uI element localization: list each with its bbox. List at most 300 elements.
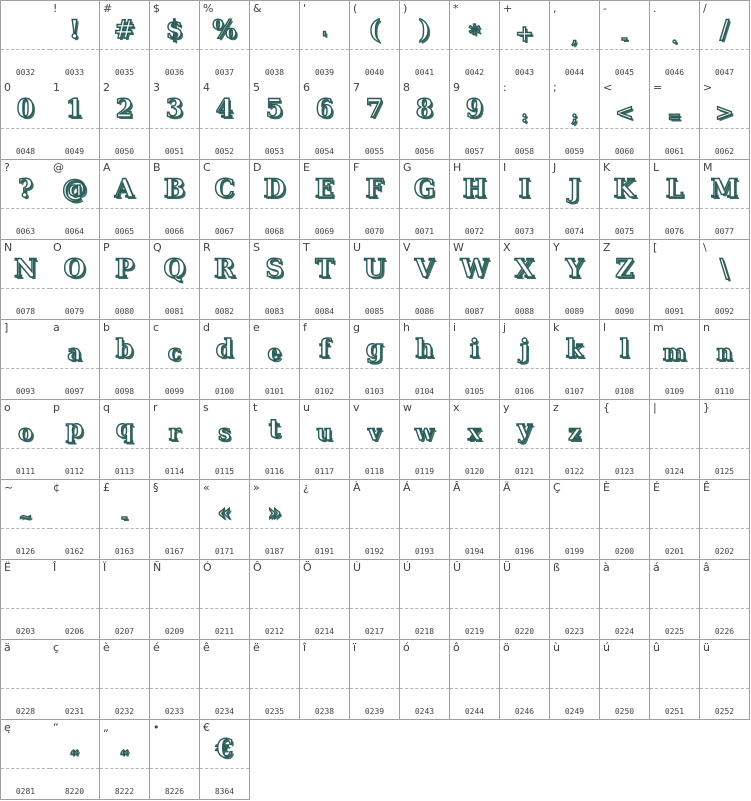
glyph-character-label: î (303, 641, 307, 654)
baseline-rule (450, 608, 499, 609)
glyph-preview: 3 (165, 94, 184, 123)
glyph-character-label: “ (53, 721, 59, 734)
baseline-rule (650, 368, 699, 369)
glyph-code: 0238 (314, 707, 335, 716)
glyph-cell (550, 320, 600, 400)
glyph-cell (700, 320, 750, 400)
glyph-code: 0078 (15, 307, 36, 316)
baseline-rule (600, 368, 649, 369)
glyph-cell (350, 640, 400, 720)
glyph-code: 0234 (214, 707, 235, 716)
glyph-cell (550, 640, 600, 720)
glyph-code: 0042 (464, 68, 485, 77)
glyph-cell (50, 640, 100, 720)
glyph-character-label: k (553, 321, 560, 334)
glyph-preview: 5 (265, 94, 284, 123)
glyph-character-label: ù (553, 641, 560, 654)
glyph-cell (400, 480, 450, 560)
baseline-rule (400, 528, 449, 529)
glyph-preview: Y (565, 254, 584, 283)
glyph-preview: “ (69, 747, 80, 766)
glyph-character-label: é (153, 641, 160, 654)
glyph-character-label: l (603, 321, 607, 334)
glyph-character-label: v (353, 401, 360, 414)
baseline-rule (550, 208, 599, 209)
glyph-character-label: ä (4, 641, 11, 654)
glyph-character-label: Â (453, 481, 461, 494)
glyph-cell (450, 640, 500, 720)
glyph-code: 0228 (15, 707, 36, 716)
glyph-preview: 4 (215, 94, 234, 123)
glyph-cell (650, 560, 700, 640)
glyph-preview: > (715, 100, 734, 126)
baseline-rule (550, 448, 599, 449)
glyph-cell (350, 560, 400, 640)
glyph-preview: y (517, 414, 532, 443)
baseline-rule (50, 608, 99, 609)
glyph-code: 0077 (714, 227, 735, 236)
glyph-cell (450, 240, 500, 320)
glyph-code: 0032 (15, 68, 36, 77)
baseline-rule (600, 448, 649, 449)
glyph-character-label: Ë (4, 561, 11, 574)
glyph-preview: b (115, 334, 134, 363)
glyph-preview: f (319, 334, 330, 363)
glyph-character-label: ¢ (53, 481, 60, 494)
glyph-code: 0036 (164, 68, 185, 77)
glyph-cell (50, 720, 100, 800)
glyph-cell (250, 240, 300, 320)
glyph-preview: c (167, 340, 182, 366)
baseline-rule (1, 768, 50, 769)
glyph-character-label: W (453, 241, 464, 254)
baseline-rule (300, 608, 349, 609)
glyph-cell (200, 480, 250, 560)
glyph-cell (700, 240, 750, 320)
glyph-code: 0109 (664, 387, 685, 396)
glyph-preview: G (413, 174, 436, 203)
baseline-rule (600, 288, 649, 289)
glyph-preview: % (212, 15, 237, 44)
glyph-cell (250, 400, 300, 480)
glyph-preview: : (521, 107, 528, 126)
glyph-cell (150, 0, 200, 81)
glyph-preview: 8 (415, 94, 434, 123)
glyph-character-label: ~ (4, 481, 14, 494)
glyph-preview: - (121, 507, 128, 526)
glyph-character-label: Ú (403, 561, 412, 574)
glyph-character-label: B (153, 161, 161, 174)
glyph-character-label: » (253, 481, 260, 494)
glyph-cell (700, 160, 750, 240)
glyph-code: 0246 (514, 707, 535, 716)
glyph-code: 0045 (614, 68, 635, 77)
glyph-character-label: Ï (103, 561, 107, 574)
glyph-character-label: ' (303, 2, 307, 15)
glyph-preview: ; (571, 107, 578, 126)
baseline-rule (500, 208, 549, 209)
glyph-code: 0067 (214, 227, 235, 236)
glyph-code: 0200 (614, 547, 635, 556)
glyph-character-label: € (203, 721, 210, 734)
glyph-code: 0105 (464, 387, 485, 396)
baseline-rule (700, 528, 749, 529)
glyph-character-label: [ (653, 241, 658, 254)
baseline-rule (700, 288, 749, 289)
glyph-character-label: H (453, 161, 462, 174)
glyph-preview: * (468, 21, 481, 47)
glyph-code: 0115 (214, 467, 235, 476)
glyph-character-label: I (503, 161, 507, 174)
glyph-code: 0039 (314, 68, 335, 77)
glyph-cell (300, 80, 350, 160)
glyph-preview: L (665, 174, 684, 203)
glyph-code: 0226 (714, 627, 735, 636)
glyph-cell (650, 400, 700, 480)
glyph-character-label: c (153, 321, 160, 334)
glyph-character-label: ï (353, 641, 357, 654)
glyph-cell (400, 0, 450, 81)
glyph-character-label: „ (103, 721, 109, 734)
baseline-rule (150, 288, 199, 289)
baseline-rule (300, 128, 349, 129)
baseline-rule (500, 528, 549, 529)
glyph-cell (300, 320, 350, 400)
glyph-cell (600, 0, 650, 81)
glyph-character-label: 4 (203, 81, 210, 94)
glyph-cell (350, 240, 400, 320)
baseline-rule (300, 368, 349, 369)
glyph-character-label: ô (453, 641, 460, 654)
glyph-code: 0047 (714, 68, 735, 77)
glyph-cell (600, 560, 650, 640)
glyph-character-label: Ö (303, 561, 312, 574)
glyph-character-label: A (103, 161, 111, 174)
glyph-cell (350, 80, 400, 160)
baseline-rule (700, 688, 749, 689)
baseline-rule (600, 608, 649, 609)
glyph-character-label: $ (153, 2, 160, 15)
baseline-rule (1, 608, 50, 609)
glyph-code: 0235 (264, 707, 285, 716)
glyph-preview: K (613, 174, 636, 203)
glyph-character-label: Ü (503, 561, 512, 574)
glyph-preview: ( (368, 15, 381, 44)
baseline-rule (100, 528, 149, 529)
glyph-character-label: b (103, 321, 110, 334)
glyph-cell (300, 640, 350, 720)
glyph-cell (700, 80, 750, 160)
glyph-code: 0193 (414, 547, 435, 556)
glyph-character-label: • (153, 721, 160, 734)
glyph-character-label: } (703, 401, 710, 414)
glyph-cell (600, 400, 650, 480)
glyph-code: 0040 (364, 68, 385, 77)
glyph-preview: t (268, 414, 281, 443)
glyph-cell (400, 400, 450, 480)
glyph-cell (250, 480, 300, 560)
glyph-character-label: a (53, 321, 60, 334)
glyph-cell (500, 80, 550, 160)
baseline-rule (300, 688, 349, 689)
baseline-rule (200, 528, 249, 529)
glyph-cell (50, 80, 100, 160)
glyph-character-label: Á (403, 481, 411, 494)
glyph-cell (300, 560, 350, 640)
glyph-cell (100, 320, 150, 400)
baseline-rule (450, 448, 499, 449)
glyph-character-label: 8 (403, 81, 410, 94)
glyph-character-label: T (303, 241, 310, 254)
glyph-cell (50, 320, 100, 400)
glyph-code: 0046 (664, 68, 685, 77)
glyph-cell (0, 640, 51, 720)
glyph-code: 0244 (464, 707, 485, 716)
glyph-character-label: ( (353, 2, 358, 15)
glyph-cell (500, 240, 550, 320)
glyph-character-label: È (603, 481, 610, 494)
glyph-cell (450, 560, 500, 640)
glyph-code: 0224 (614, 627, 635, 636)
glyph-cell (250, 320, 300, 400)
glyph-cell (450, 480, 500, 560)
glyph-code: 0091 (664, 307, 685, 316)
glyph-code: 0211 (214, 627, 235, 636)
glyph-cell (250, 640, 300, 720)
glyph-character-label: . (653, 2, 657, 15)
baseline-rule (200, 208, 249, 209)
glyph-preview: X (514, 254, 535, 283)
glyph-character-label: @ (53, 161, 64, 174)
baseline-rule (200, 368, 249, 369)
glyph-code: 0220 (514, 627, 535, 636)
glyph-code: 0116 (264, 467, 285, 476)
glyph-cell (450, 80, 500, 160)
glyph-character-label: ú (603, 641, 610, 654)
baseline-rule (650, 288, 699, 289)
glyph-character-label: 0 (4, 81, 11, 94)
glyph-character-label: ! (53, 2, 58, 15)
baseline-rule (250, 208, 299, 209)
baseline-rule (550, 688, 599, 689)
glyph-preview: 7 (365, 94, 384, 123)
glyph-character-label: y (503, 401, 510, 414)
glyph-preview: v (368, 420, 381, 446)
glyph-character-label: G (403, 161, 412, 174)
glyph-character-label: O (53, 241, 62, 254)
glyph-cell (50, 0, 100, 81)
glyph-character-label: M (703, 161, 713, 174)
glyph-character-label: X (503, 241, 511, 254)
glyph-cell (450, 160, 500, 240)
baseline-rule (500, 688, 549, 689)
glyph-preview: A (114, 174, 135, 203)
glyph-code: 0100 (214, 387, 235, 396)
glyph-preview: V (414, 254, 435, 283)
baseline-rule (350, 288, 399, 289)
glyph-cell (600, 160, 650, 240)
baseline-rule (150, 368, 199, 369)
glyph-cell (50, 160, 100, 240)
glyph-code: 0219 (464, 627, 485, 636)
glyph-cell (700, 480, 750, 560)
glyph-character-label: x (453, 401, 460, 414)
glyph-cell (200, 160, 250, 240)
glyph-code: 0281 (15, 787, 36, 796)
glyph-character-label: - (603, 2, 607, 15)
glyph-code: 0033 (64, 68, 85, 77)
glyph-code: 0107 (564, 387, 585, 396)
glyph-preview: < (615, 100, 634, 126)
glyph-cell (600, 240, 650, 320)
glyph-character-label: ? (4, 161, 10, 174)
glyph-character-label: V (403, 241, 411, 254)
glyph-code: 0073 (514, 227, 535, 236)
glyph-cell (350, 480, 400, 560)
glyph-character-label: > (703, 81, 713, 94)
glyph-cell (50, 400, 100, 480)
glyph-preview: F (365, 174, 384, 203)
glyph-cell (0, 240, 51, 320)
glyph-code: 0068 (264, 227, 285, 236)
baseline-rule (50, 49, 99, 50)
glyph-preview: . (671, 28, 678, 47)
baseline-rule (100, 208, 149, 209)
glyph-cell (150, 80, 200, 160)
glyph-cell (500, 400, 550, 480)
glyph-code: 0072 (464, 227, 485, 236)
baseline-rule (1, 208, 50, 209)
glyph-cell (650, 240, 700, 320)
glyph-cell (550, 80, 600, 160)
glyph-cell (150, 720, 200, 800)
glyph-character-label: , (553, 2, 557, 15)
glyph-code: 0038 (264, 68, 285, 77)
glyph-code: 0080 (114, 307, 135, 316)
baseline-rule (400, 368, 449, 369)
glyph-cell (300, 240, 350, 320)
glyph-cell (0, 160, 51, 240)
glyph-code: 0043 (514, 68, 535, 77)
glyph-character-label: ę (4, 721, 11, 734)
glyph-cell (650, 640, 700, 720)
glyph-cell (450, 320, 500, 400)
baseline-rule (400, 688, 449, 689)
glyph-cell (200, 240, 250, 320)
glyph-character-label: j (503, 321, 507, 334)
glyph-character-label: ç (53, 641, 60, 654)
glyph-character-label: U (353, 241, 362, 254)
glyph-preview: Q (163, 254, 186, 283)
glyph-code: 0050 (114, 147, 135, 156)
glyph-code: 0103 (364, 387, 385, 396)
baseline-rule (600, 688, 649, 689)
glyph-cell (150, 640, 200, 720)
glyph-code: 0124 (664, 467, 685, 476)
glyph-cell (100, 480, 150, 560)
glyph-code: 0048 (15, 147, 36, 156)
glyph-preview: 1 (65, 94, 84, 123)
glyph-preview: M (710, 174, 739, 203)
glyph-code: 0192 (364, 547, 385, 556)
glyph-code: 0199 (564, 547, 585, 556)
glyph-preview: s (218, 420, 231, 446)
glyph-cell (100, 640, 150, 720)
baseline-rule (50, 288, 99, 289)
glyph-cell (550, 240, 600, 320)
glyph-code: 0097 (64, 387, 85, 396)
glyph-character-label: p (53, 401, 60, 414)
glyph-code: 0088 (514, 307, 535, 316)
glyph-code: 0053 (264, 147, 285, 156)
glyph-code: 0093 (15, 387, 36, 396)
glyph-character-label: n (703, 321, 710, 334)
glyph-code: 0203 (15, 627, 36, 636)
glyph-cell (100, 80, 150, 160)
glyph-character-label: f (303, 321, 307, 334)
glyph-character-label: 6 (303, 81, 310, 94)
glyph-preview: - (621, 28, 628, 47)
glyph-preview: S (265, 254, 284, 283)
baseline-rule (350, 608, 399, 609)
glyph-preview: ) (418, 15, 431, 44)
glyph-code: 0092 (714, 307, 735, 316)
baseline-rule (200, 608, 249, 609)
baseline-rule (600, 208, 649, 209)
glyph-cell (500, 640, 550, 720)
glyph-cell (150, 480, 200, 560)
glyph-preview: H (462, 174, 487, 203)
glyph-cell (400, 320, 450, 400)
glyph-code: 0126 (15, 547, 36, 556)
glyph-code: 0054 (314, 147, 335, 156)
baseline-rule (250, 49, 299, 50)
glyph-character-label: ß (553, 561, 560, 574)
glyph-code: 0212 (264, 627, 285, 636)
baseline-rule (150, 49, 199, 50)
glyph-cell (0, 720, 51, 800)
baseline-rule (350, 49, 399, 50)
glyph-code: 0123 (614, 467, 635, 476)
glyph-cell (700, 640, 750, 720)
glyph-cell (500, 480, 550, 560)
glyph-character-label: ¿ (303, 481, 309, 494)
glyph-cell (0, 400, 51, 480)
baseline-rule (450, 288, 499, 289)
glyph-preview: € (215, 734, 234, 763)
glyph-code: 0056 (414, 147, 435, 156)
glyph-code: 0223 (564, 627, 585, 636)
glyph-cell (500, 0, 550, 81)
glyph-cell (0, 0, 51, 81)
glyph-character-label: P (103, 241, 110, 254)
glyph-code: 0070 (364, 227, 385, 236)
baseline-rule (100, 49, 149, 50)
glyph-preview: 9 (465, 94, 484, 123)
glyph-character-label: L (653, 161, 660, 174)
glyph-character-label: D (253, 161, 262, 174)
glyph-character-label: 5 (253, 81, 260, 94)
baseline-rule (500, 49, 549, 50)
glyph-cell (250, 560, 300, 640)
baseline-rule (700, 368, 749, 369)
glyph-preview: @ (62, 174, 87, 203)
glyph-character-label: û (653, 641, 660, 654)
glyph-code: 0049 (64, 147, 85, 156)
glyph-preview: $ (165, 15, 184, 44)
baseline-rule (1, 448, 50, 449)
glyph-preview: N (14, 254, 37, 283)
